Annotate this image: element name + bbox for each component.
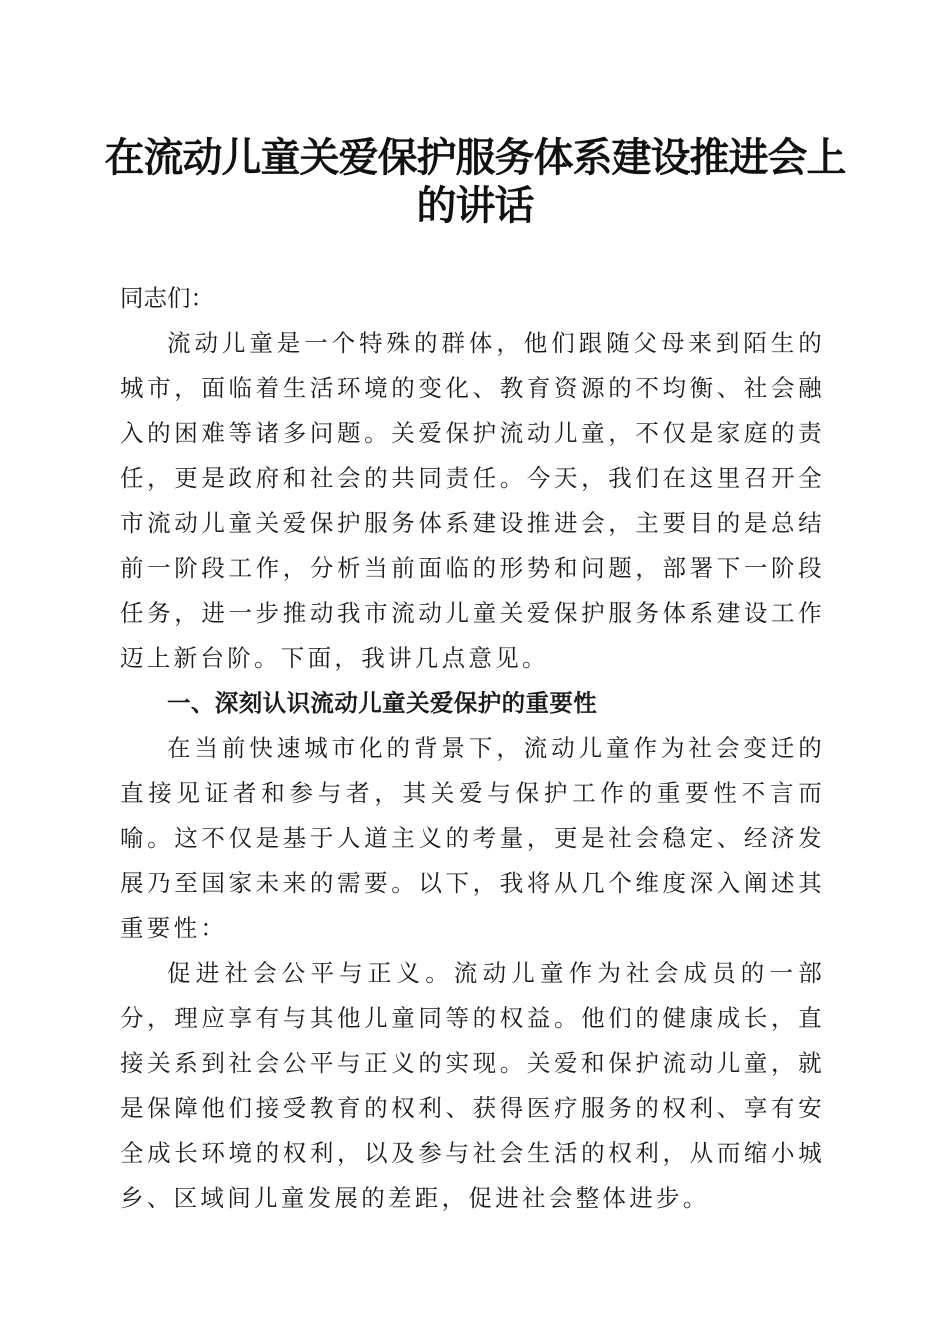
section-1-paragraph-1: 在当前快速城市化的背景下，流动儿童作为社会变迁的直接见证者和参与者，其关爱与保护工作的重要性不言而喻。这不仅是基于人道主义的考量，更是社会稳定、经济发展乃至国家未来的需要。以下，我将从几个维度深入阐述其重要性： <box>120 734 825 942</box>
section-1-paragraph-2: 促进社会公平与正义。流动儿童作为社会成员的一部分，理应享有与其他儿童同等的权益。他们的健康成长，直接关系到社会公平与正义的实现。关爱和保护流动儿童，就是保障他们接受教育的权利、获得医疗服务的权利、享有安全成长环境的权利，以及参与社会生活的权利，从而缩小城乡、区域间儿童发展的差距，促进社会整体进步。 <box>120 959 825 1212</box>
document-title: 在流动儿童关爱保护服务体系建设推进会上的讲话 <box>104 134 846 229</box>
section-heading-1: 一、深刻认识流动儿童关爱保护的重要性 <box>167 689 598 717</box>
document-body <box>120 276 825 1221</box>
intro-paragraph: 流动儿童是一个特殊的群体，他们跟随父母来到陌生的城市，面临着生活环境的变化、教育资源的不均衡、社会融入的困难等诸多问题。关爱保护流动儿童，不仅是家庭的责任，更是政府和社会的共同责任。今天，我们在这里召开全市流动儿童关爱保护服务体系建设推进会，主要目的是总结前一阶段工作，分析当前面临的形势和问题，部署下一阶段任务，进一步推动我市流动儿童关爱保护服务体系建设工作迈上新台阶。下面，我讲几点意见。 <box>120 329 825 672</box>
salutation: 同志们： <box>120 284 214 312</box>
